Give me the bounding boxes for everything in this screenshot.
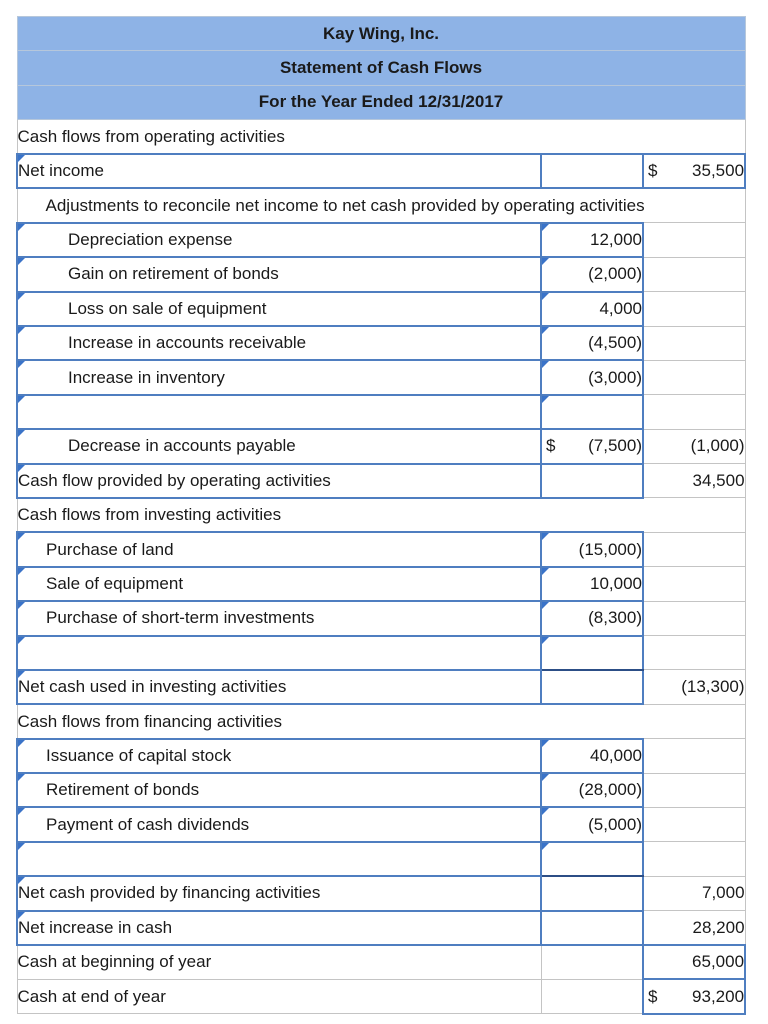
- adjustment-label-input[interactable]: Gain on retirement of bonds: [17, 257, 541, 291]
- empty-cell: [643, 739, 745, 773]
- empty-cell: [643, 636, 745, 670]
- net-increase-value: 28,200: [643, 911, 745, 945]
- cash-end-cell[interactable]: [643, 979, 745, 1013]
- adjustment-label-input[interactable]: Increase in accounts receivable: [17, 326, 541, 360]
- financing-total-value: 7,000: [643, 876, 745, 910]
- adjustment-value-input[interactable]: (4,500): [541, 326, 643, 360]
- investing-total-label-input[interactable]: Net cash used in investing activities: [17, 670, 541, 704]
- investing-label-input[interactable]: Sale of equipment: [17, 567, 541, 601]
- investing-label-input[interactable]: Purchase of land: [17, 532, 541, 566]
- empty-cell: [643, 395, 745, 429]
- adjustment-label-input[interactable]: Decrease in accounts payable: [17, 429, 541, 463]
- adjustment-value-input[interactable]: (2,000): [541, 257, 643, 291]
- financing-value-input[interactable]: (28,000): [541, 773, 643, 807]
- investing-value-input[interactable]: 10,000: [541, 567, 643, 601]
- investing-total-value: (13,300): [643, 670, 745, 704]
- net-increase-label-input[interactable]: Net increase in cash: [17, 911, 541, 945]
- investing-value-input[interactable]: [541, 636, 643, 670]
- financing-label-input[interactable]: Payment of cash dividends: [17, 807, 541, 841]
- empty-cell: [643, 292, 745, 326]
- empty-cell: [643, 326, 745, 360]
- financing-heading: Cash flows from financing activities: [17, 704, 745, 738]
- operating-total-value: 34,500: [643, 464, 745, 498]
- adjustment-label-input[interactable]: Loss on sale of equipment: [17, 292, 541, 326]
- net-income-value: 35,500: [692, 161, 745, 181]
- empty-cell: [643, 532, 745, 566]
- statement-period: For the Year Ended 12/31/2017: [17, 85, 745, 119]
- empty-cell: [643, 223, 745, 257]
- net-income-mid-input[interactable]: [541, 154, 643, 188]
- empty-cell: [643, 842, 745, 876]
- empty-cell: [643, 601, 745, 635]
- adjustment-total: (1,000): [643, 429, 745, 463]
- cash-beginning-label: Cash at beginning of year: [17, 945, 541, 979]
- dollar-sign: $: [648, 986, 658, 1006]
- adjustment-value-cell[interactable]: [541, 429, 643, 463]
- cash-flow-statement: [16, 16, 746, 1015]
- adjustment-value-input[interactable]: 4,000: [541, 292, 643, 326]
- operating-heading: Cash flows from operating activities: [17, 120, 745, 154]
- empty-cell: [643, 360, 745, 394]
- cash-end-label: Cash at end of year: [17, 979, 541, 1013]
- financing-total-label-input[interactable]: Net cash provided by financing activities: [17, 876, 541, 910]
- financing-total-mid-input[interactable]: [541, 876, 643, 910]
- adjustment-label-input[interactable]: Increase in inventory: [17, 360, 541, 394]
- empty-cell: [541, 979, 643, 1013]
- adjustment-value: (7,500): [588, 436, 642, 456]
- empty-cell: [643, 773, 745, 807]
- cash-beginning-input[interactable]: 65,000: [643, 945, 745, 979]
- company-name: Kay Wing, Inc.: [17, 17, 745, 51]
- adjustment-value-input[interactable]: [541, 395, 643, 429]
- statement-title: Statement of Cash Flows: [17, 51, 745, 85]
- investing-heading: Cash flows from investing activities: [17, 498, 745, 532]
- investing-value-input[interactable]: (15,000): [541, 532, 643, 566]
- empty-cell: [643, 257, 745, 291]
- financing-label-input[interactable]: [17, 842, 541, 876]
- empty-cell: [643, 807, 745, 841]
- net-income-value-cell[interactable]: [643, 154, 745, 188]
- financing-value-input[interactable]: (5,000): [541, 807, 643, 841]
- operating-total-label-input[interactable]: Cash flow provided by operating activities: [17, 464, 541, 498]
- operating-total-mid-input[interactable]: [541, 464, 643, 498]
- adjustment-value-input[interactable]: 12,000: [541, 223, 643, 257]
- investing-value-input[interactable]: (8,300): [541, 601, 643, 635]
- empty-cell: [643, 567, 745, 601]
- investing-label-input[interactable]: Purchase of short-term investments: [17, 601, 541, 635]
- financing-value-input[interactable]: 40,000: [541, 739, 643, 773]
- adjustment-label-input[interactable]: [17, 395, 541, 429]
- empty-cell: [541, 945, 643, 979]
- adjustment-value-input[interactable]: (3,000): [541, 360, 643, 394]
- adjustments-label: Adjustments to reconcile net income to net cash provided by operating activities: [17, 188, 745, 222]
- cash-end-value: 93,200: [692, 986, 745, 1006]
- dollar-sign: $: [648, 161, 658, 181]
- adjustment-label-input[interactable]: Depreciation expense: [17, 223, 541, 257]
- investing-label-input[interactable]: [17, 636, 541, 670]
- financing-label-input[interactable]: Issuance of capital stock: [17, 739, 541, 773]
- financing-value-input[interactable]: [541, 842, 643, 876]
- dollar-sign: $: [546, 436, 556, 456]
- net-increase-mid-input[interactable]: [541, 911, 643, 945]
- investing-total-mid-input[interactable]: [541, 670, 643, 704]
- net-income-label-input[interactable]: Net income: [17, 154, 541, 188]
- financing-label-input[interactable]: Retirement of bonds: [17, 773, 541, 807]
